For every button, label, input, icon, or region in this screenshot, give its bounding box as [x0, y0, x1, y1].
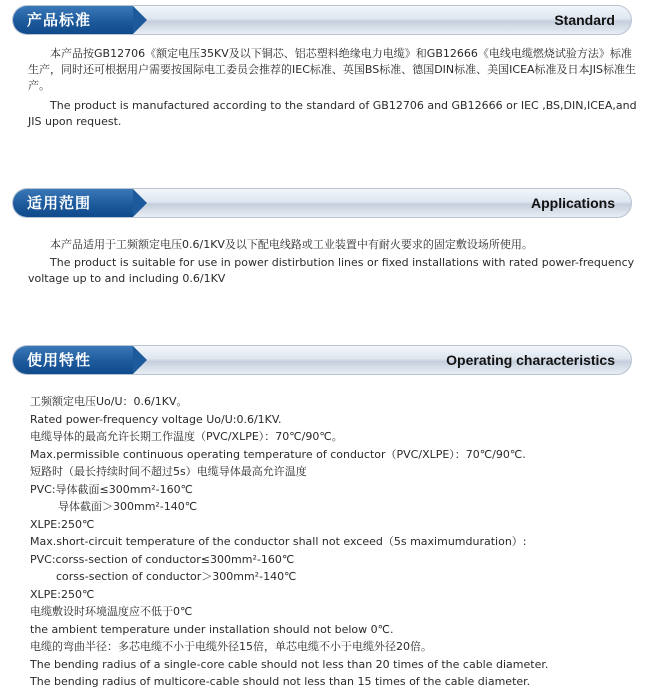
section-title-en: Standard [554, 12, 615, 28]
section-header-applications [12, 188, 632, 218]
operating-line: Rated power-frequency voltage Uo/U:0.6/1KV. [30, 412, 282, 426]
operating-line: 短路时（最长持续时间不超过5s）电缆导体最高允许温度 [30, 465, 307, 478]
operating-line: 电缆的弯曲半径：多芯电缆不小于电缆外径15倍，单芯电缆不小于电缆外径20倍。 [30, 640, 432, 653]
operating-line: 电缆导体的最高允许长期工作温度（PVC/XLPE）：70℃/90℃。 [30, 430, 343, 443]
operating-line: The bending radius of multicore-cable should not less than 15 times of the cable diameter. [30, 675, 531, 688]
operating-line: The bending radius of a single-core cable should not less than 20 times of the cable diameter. [30, 657, 549, 671]
operating-line: XLPE:250℃ [30, 587, 95, 601]
operating-line: Max.permissible continuous operating temperature of conductor（PVC/XLPE）：70℃/90℃. [30, 447, 526, 461]
section-title-en: Applications [530, 195, 615, 211]
operating-line: PVC:导体截面≤300mm²-160℃ [30, 482, 193, 496]
operating-line: the ambient temperature under installation should not below 0℃. [30, 622, 394, 636]
standard-text-cn: 本产品按GB12706《额定电压35KV及以下铜芯、铝芯塑料绝缘电力电缆》和GB12666《电线电缆燃烧试验方法》标准生产，同时还可根据用户需要按国际电工委员会推荐的IEC标准、英国BS标准、德国DIN标准、美国ICEA标准及日本JIS标准生产。 [28, 47, 637, 92]
applications-text-en: The product is suitable for use in power distirbution lines or fixed installations with rated power-frequency voltage up to and including 0.6/1KV [28, 256, 635, 285]
operating-line: Max.short-circuit temperature of the conductor shall not exceed（5s maximumduration）: [30, 535, 527, 548]
operating-line: PVC:corss-section of conductor≤300mm²-160℃ [30, 552, 295, 566]
section-title-cn: 适用范围 [13, 189, 133, 217]
operating-line: 工频额定电压Uo/U：0.6/1KV。 [30, 395, 188, 408]
section-title-cn: 使用特性 [13, 346, 133, 374]
operating-line: XLPE:250℃ [30, 517, 95, 531]
section-header-standard [12, 5, 632, 35]
applications-body [28, 237, 638, 287]
operating-line: corss-section of conductor＞300mm²-140℃ [56, 570, 297, 583]
operating-line: 导体截面＞300mm²-140℃ [58, 500, 198, 513]
section-title-en: Operating characteristics [446, 352, 615, 368]
operating-line: 电缆敷设时环境温度应不低于0℃ [30, 605, 193, 618]
section-title-cn: 产品标准 [13, 6, 133, 34]
section-header-operating [12, 345, 632, 375]
standard-body [28, 46, 638, 130]
standard-text-en: The product is manufactured according to the standard of GB12706 and GB12666 or IEC ,BS,DIN,ICEA,and JIS upon request. [28, 99, 637, 128]
applications-text-cn: 本产品适用于工频额定电压0.6/1KV及以下配电线路或工业装置中有耐火要求的固定敷设场所使用。 [50, 238, 533, 251]
operating-list [30, 393, 630, 691]
